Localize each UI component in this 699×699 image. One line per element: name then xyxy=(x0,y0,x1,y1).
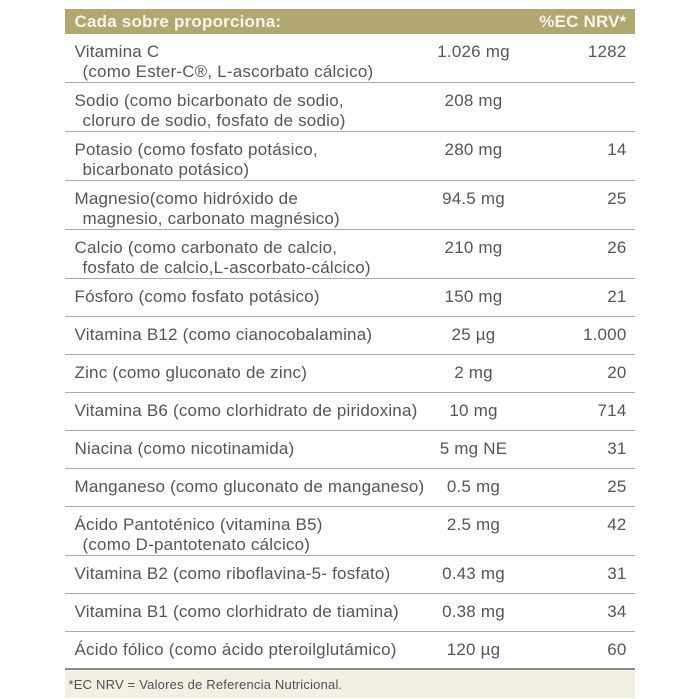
nutrient-name: Vitamina B12 (como cianocobalamina) xyxy=(74,325,373,344)
nutrient-amount: 0.5 mg xyxy=(446,477,501,496)
table-row xyxy=(65,181,635,230)
nutrient-nrv: 1.000 xyxy=(582,325,627,344)
nutrient-amount: 2 mg xyxy=(454,363,493,382)
nutrient-amount: 210 mg xyxy=(444,238,503,257)
nutrient-amount: 120 µg xyxy=(446,640,501,659)
nutrient-name: Fósforo (como fosfato potásico) xyxy=(74,287,320,306)
footnote: *EC NRV = Valores de Referencia Nutricional. xyxy=(65,670,635,698)
table-row xyxy=(65,317,635,355)
nutrient-amount: 208 mg xyxy=(444,91,503,110)
nutrient-nrv: 31 xyxy=(607,439,627,458)
nutrient-name: Niacina (como nicotinamida) xyxy=(74,439,295,458)
nutrient-nrv: 25 xyxy=(607,477,627,496)
table-row xyxy=(65,279,635,317)
nutrient-name: Sodio (como bicarbonato de sodio, cloruro de sodio, fosfato de sodio) xyxy=(74,91,346,130)
nutrient-amount: 1.026 mg xyxy=(437,42,510,61)
nutrient-nrv: 25 xyxy=(607,189,627,208)
nutrient-name: Vitamina B1 (como clorhidrato de tiamina) xyxy=(74,602,399,621)
table-row xyxy=(65,594,635,632)
nutrient-nrv: 1282 xyxy=(587,42,627,61)
nutrient-nrv: 714 xyxy=(597,401,627,420)
nutrient-nrv xyxy=(549,91,627,131)
nutrient-nrv: 14 xyxy=(607,140,627,159)
table-row xyxy=(65,469,635,507)
nutrient-nrv: 34 xyxy=(607,602,627,621)
nutrient-amount: 0.43 mg xyxy=(442,564,505,583)
table-row xyxy=(65,431,635,469)
nutrient-name: Vitamina B2 (como riboflavina-5- fosfato) xyxy=(74,564,391,583)
nutrient-name: Vitamina C (como Ester-C®, L-ascorbato cálcico) xyxy=(74,42,374,81)
table-row xyxy=(65,34,635,83)
nutrient-nrv: 20 xyxy=(607,363,627,382)
table-row xyxy=(65,556,635,594)
table-row xyxy=(65,230,635,279)
nutrient-amount: 25 µg xyxy=(451,325,496,344)
table-body xyxy=(65,34,635,670)
nutrient-amount: 150 mg xyxy=(444,287,503,306)
table-row xyxy=(65,632,635,670)
nutrition-table xyxy=(65,9,635,698)
nutrient-name: Zinc (como gluconato de zinc) xyxy=(74,363,308,382)
header-nrv-label: %EC NRV* xyxy=(539,11,627,31)
nutrient-name: Potasio (como fosfato potásico, bicarbonato potásico) xyxy=(74,140,318,179)
nutrient-amount: 94.5 mg xyxy=(442,189,505,208)
table-row xyxy=(65,83,635,132)
table-row xyxy=(65,355,635,393)
nutrient-nrv: 31 xyxy=(607,564,627,583)
nutrient-nrv: 21 xyxy=(607,287,627,306)
nutrient-amount: 0.38 mg xyxy=(442,602,505,621)
nutrient-name: Magnesio(como hidróxido de magnesio, carbonato magnésico) xyxy=(74,189,340,228)
table-row xyxy=(65,507,635,556)
nutrient-name: Vitamina B6 (como clorhidrato de piridoxina) xyxy=(74,401,418,420)
nutrient-name: Calcio (como carbonato de calcio, fosfato de calcio,L-ascorbato-cálcico) xyxy=(74,238,371,277)
nutrient-nrv: 60 xyxy=(607,640,627,659)
table-row xyxy=(65,132,635,181)
nutrient-amount: 5 mg NE xyxy=(439,439,508,458)
nutrient-amount: 10 mg xyxy=(449,401,498,420)
table-row xyxy=(65,393,635,431)
nutrient-name: Ácido Pantoténico (vitamina B5) (como D-pantotenato cálcico) xyxy=(74,515,323,554)
nutrient-amount: 280 mg xyxy=(444,140,503,159)
header-title: Cada sobre proporciona: xyxy=(74,11,282,31)
nutrient-name: Ácido fólico (como ácido pteroilglutámico) xyxy=(74,640,397,659)
nutrient-amount: 2.5 mg xyxy=(446,515,501,534)
nutrient-name: Manganeso (como gluconato de manganeso) xyxy=(74,477,425,496)
table-header xyxy=(65,9,635,34)
nutrient-nrv: 42 xyxy=(607,515,627,534)
nutrient-nrv: 26 xyxy=(607,238,627,257)
